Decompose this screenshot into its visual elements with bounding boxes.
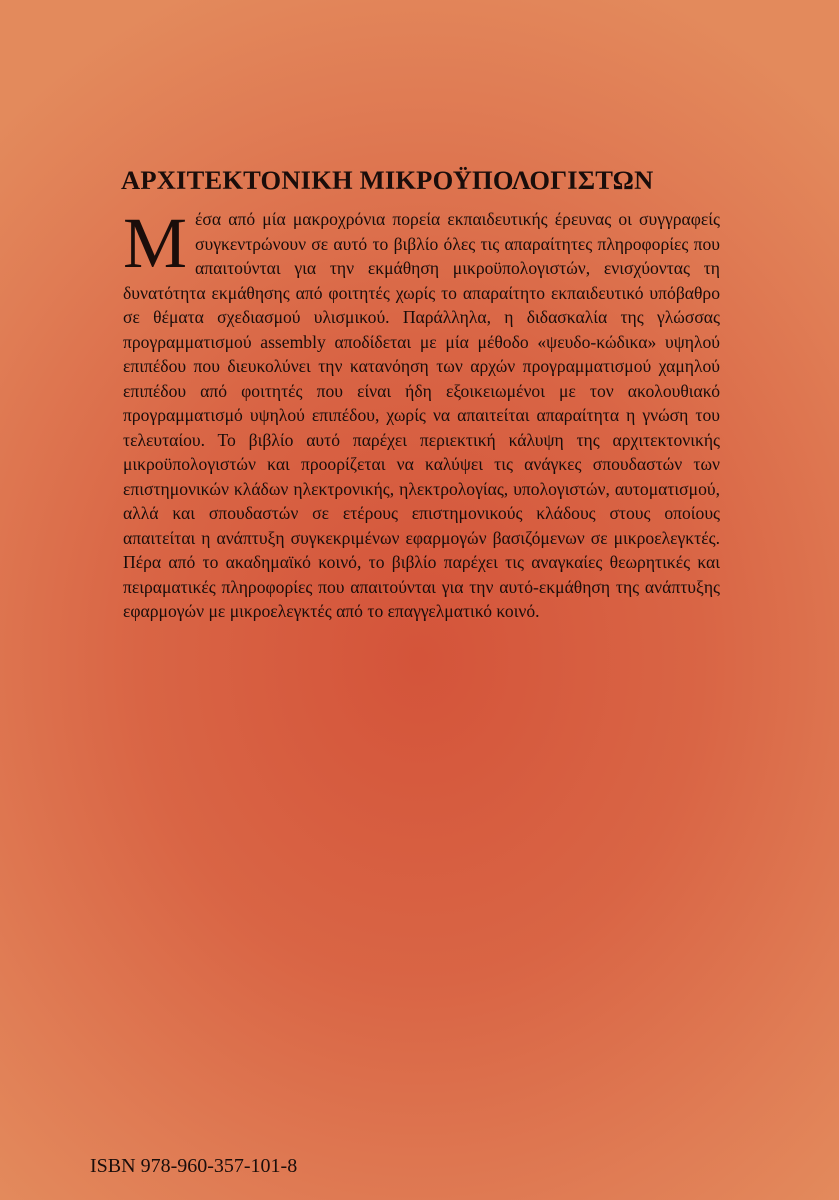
blurb-text: έσα από μία μακροχρόνια πορεία εκπαιδευτικής έρευνας οι συγγραφείς συγκεντρώνουν σε αυτό το βιβλίο όλες τις απαραίτητες πληροφορίες που απαιτούνται για την εκμάθηση μικροϋπολογιστών, ενισχύοντας τη δυνατότητα εκμάθησης από φοιτητές χωρίς το απαραίτητο εκπαιδευτικό υπόβαθρο σε θέματα σχεδιασμού υλισμικού. Παράλληλα, η διδασκαλία της γλώσσας προγραμματισμού assembly αποδίδεται με μία μέθοδο «ψευδο-κώδικα» υψηλού επιπέδου που διευκολύνει την κατανόηση των αρχών προγραμματισμού χαμηλού επιπέδου από φοιτητές που είναι ήδη εξοικειωμένοι με τον ακολουθιακό προγραμματισμό υψηλού επιπέδου, χωρίς να απαιτείται απαραίτητα η γνώση του τελευταίου. Το βιβλίο αυτό παρέχει περιεκτική κάλυψη της αρχιτεκτονικής μικροϋπολογιστών και προορίζεται να καλύψει τις ανάγκες σπουδαστών των επιστημονικών κλάδων ηλεκτρονικής, ηλεκτρολογίας, υπολογιστών, αυτοματισμού, αλλά και σπουδαστών σε ετέρους επιστημονικούς κλάδους στους οποίους απαιτείται η ανάπτυξη συγκεκριμένων εφαρμογών βασιζόμενων σε μικροελεγκτές. Πέρα από το ακαδημαϊκό κοινό, το βιβλίο παρέχει τις αναγκαίες θεωρητικές και πειραματικές πληροφορίες που απαιτούνται για την αυτό-εκμάθηση της ανάπτυξης εφαρμογών με μικροελεγκτές από το επαγγελματικό κοινό. [123,209,720,621]
blurb-paragraph [123,203,720,624]
drop-cap: Μ [123,203,188,283]
isbn-label: ISBN 978-960-357-101-8 [90,1155,298,1177]
book-title: ΑΡΧΙΤΕΚΤΟΝΙΚΗ ΜΙΚΡΟΫΠΟΛΟΓΙΣΤΩΝ [121,165,654,195]
